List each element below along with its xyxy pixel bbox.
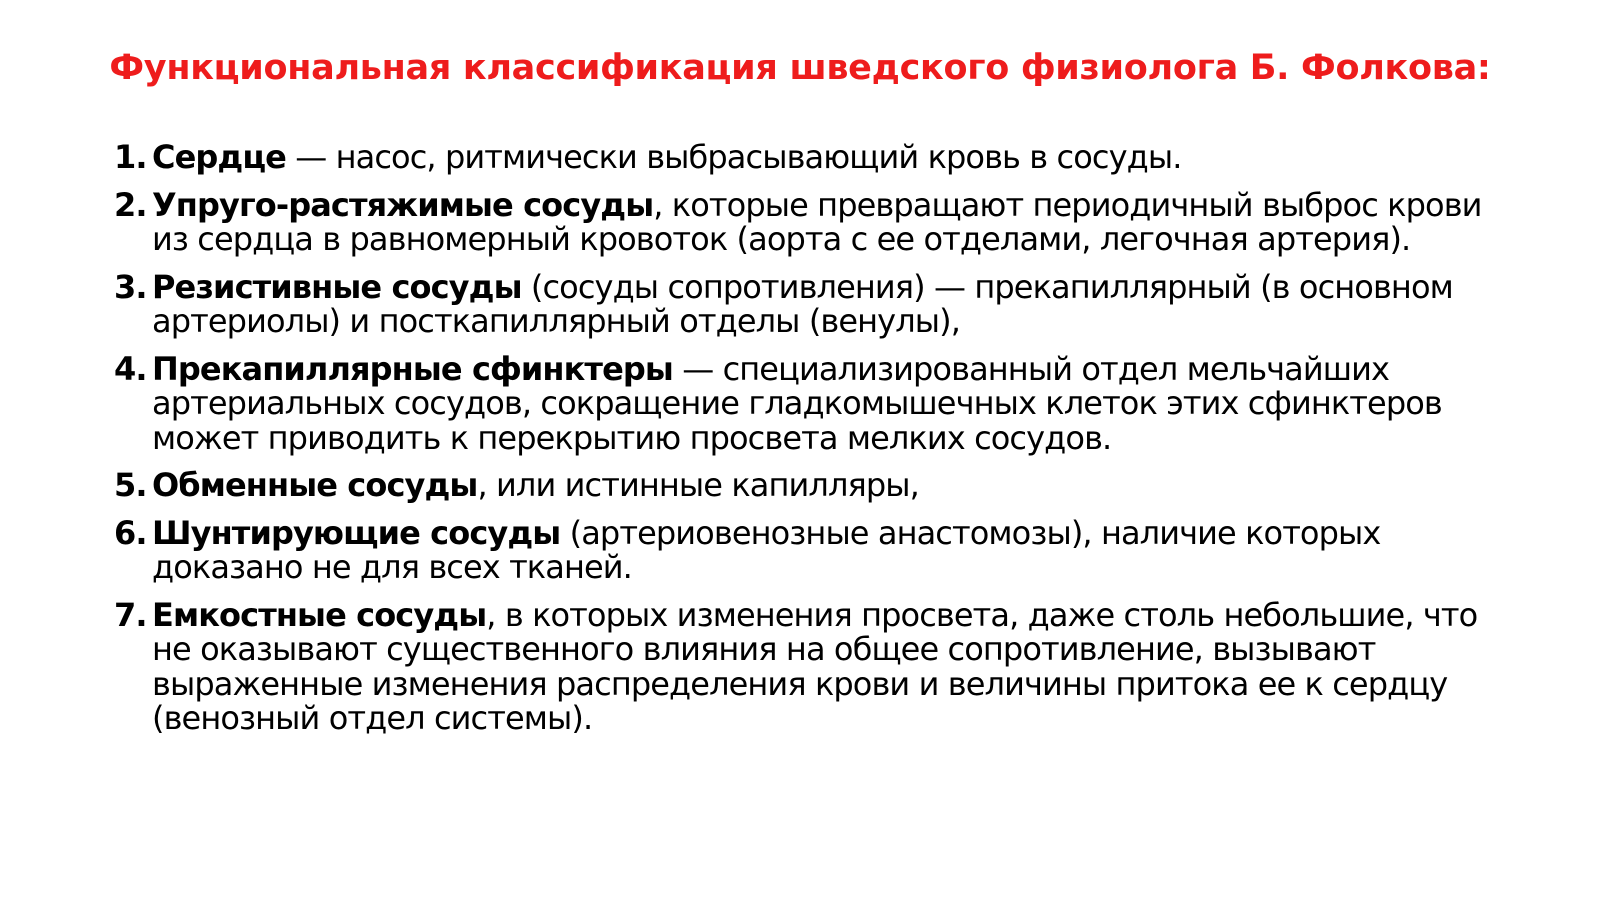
item-description: — насос, ритмически выбрасывающий кровь в сосуды. [285,138,1182,176]
item-description: (сосуды сопротивления) — прекапиллярный (в основном артериолы) и посткапиллярный отделы (венулы), [152,267,1453,340]
item-number: 4. [114,349,147,388]
list-item-4 [114,349,1484,457]
item-term: Прекапиллярные сфинктеры [152,349,673,388]
item-term: Емкостные сосуды [152,595,487,634]
item-term: Резистивные сосуды [152,267,522,306]
classification-list [114,140,1484,749]
item-number: 2. [114,185,147,224]
item-description: , которые превращают периодичный выброс крови из сердца в равномерный кровоток (аорта с ее отделами, легочная артерия). [152,185,1482,258]
item-number: 1. [114,138,147,176]
item-term: Обменные сосуды [152,466,478,504]
slide-title: Функциональная классификация шведского физиолога Б. Фолкова: [109,48,1491,88]
item-number: 5. [114,466,147,504]
list-item-5 [114,468,1484,503]
item-number: 7. [114,595,147,634]
list-item-7 [114,595,1484,737]
item-term: Упруго-растяжимые сосуды [152,185,654,224]
list-item-2 [114,185,1484,258]
list-item-6 [114,513,1484,586]
item-description: , или истинные капилляры, [477,466,919,504]
list-item-3 [114,267,1484,340]
item-description: (артериовенозные анастомозы), наличие которых доказано не для всех тканей. [152,513,1381,586]
item-description: , в которых изменения просвета, даже столь небольшие, что не оказывают существенного влияния на общее сопротивление, вызывают выраженные изменения распределения крови и величины притока ее к сердцу (венозный отдел системы). [152,595,1478,737]
item-number: 3. [114,267,147,306]
item-term: Шунтирующие сосуды [152,513,561,552]
item-number: 6. [114,513,147,552]
item-term: Сердце [152,138,286,176]
item-description: — специализированный отдел мельчайших артериальных сосудов, сокращение гладкомышечных клеток этих сфинктеров может приводить к перекрытию просвета мелких сосудов. [152,349,1442,457]
list-item-1 [114,140,1484,175]
